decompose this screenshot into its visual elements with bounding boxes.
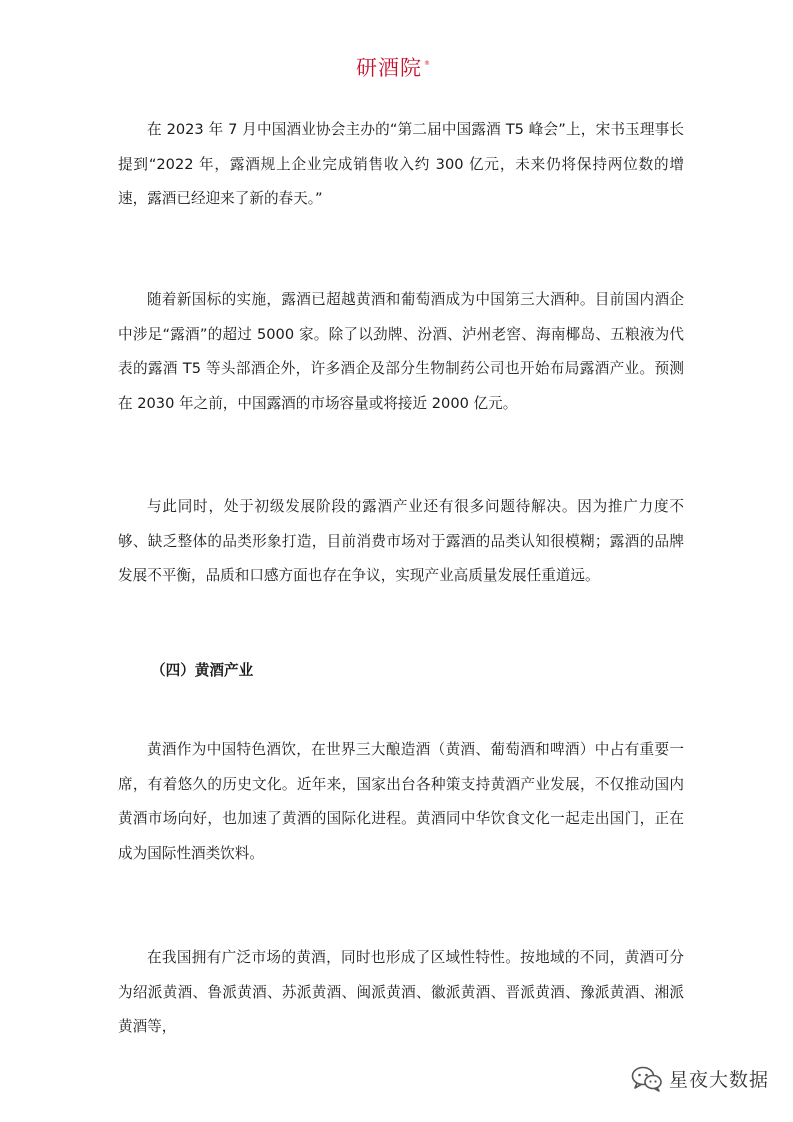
wechat-icon — [631, 1066, 663, 1092]
source-watermark — [631, 1065, 769, 1092]
logo-text: 研酒院 — [356, 56, 422, 80]
paragraph-huangjiu-regions: 在我国拥有广泛市场的黄酒，同时也形成了区域性特性。按地域的不同，黄酒可分为绍派黄酒、鲁派黄酒、苏派黄酒、闽派黄酒、徽派黄酒、晋派黄酒、豫派黄酒、湘派黄酒等， — [118, 949, 684, 1035]
paragraph-lujiu-problems: 与此同时，处于初级发展阶段的露酒产业还有很多问题待解决。因为推广力度不够、缺乏整体的品类形象打造，目前消费市场对于露酒的品类认知很模糊；露酒的品牌发展不平衡，品质和口感方面也存在争议，实现产业高质量发展任重道远。 — [118, 498, 684, 584]
paragraph-lujiu-summit: 在 2023 年 7 月中国酒业协会主办的“第二届中国露酒 T5 峰会”上，宋书玉理事长提到“2022 年，露酒规上企业完成销售收入约 300 亿元，未来仍将保持两位数的增速，露酒已经迎来了新的春天。” — [118, 121, 684, 207]
registered-mark: ® — [424, 60, 430, 67]
paragraph-lujiu-market: 随着新国标的实施，露酒已超越黄酒和葡萄酒成为中国第三大酒种。目前国内酒企中涉足“露酒”的超过 5000 家。除了以劲牌、汾酒、泸州老窖、海南椰岛、五粮液为代表的露酒 T5 等头部酒企外，许多酒企及部分生物制药公司也开始布局露酒产业。预测在 2030 年之前，中国露酒的市场容量或将接近 2000 亿元。 — [118, 291, 684, 412]
section-heading: （四）黄酒产业 — [151, 662, 254, 679]
source-name: 星夜大数据 — [668, 1069, 769, 1091]
paragraph-huangjiu-intro: 黄酒作为中国特色酒饮，在世界三大酿造酒（黄酒、葡萄酒和啤酒）中占有重要一席，有着悠久的历史文化。近年来，国家出台各种策支持黄酒产业发展，不仅推动国内黄酒市场向好，也加速了黄酒的国际化进程。黄酒同中华饮食文化一起走出国门，正在成为国际性酒类饮料。 — [118, 741, 684, 862]
publisher-logo — [356, 58, 430, 79]
